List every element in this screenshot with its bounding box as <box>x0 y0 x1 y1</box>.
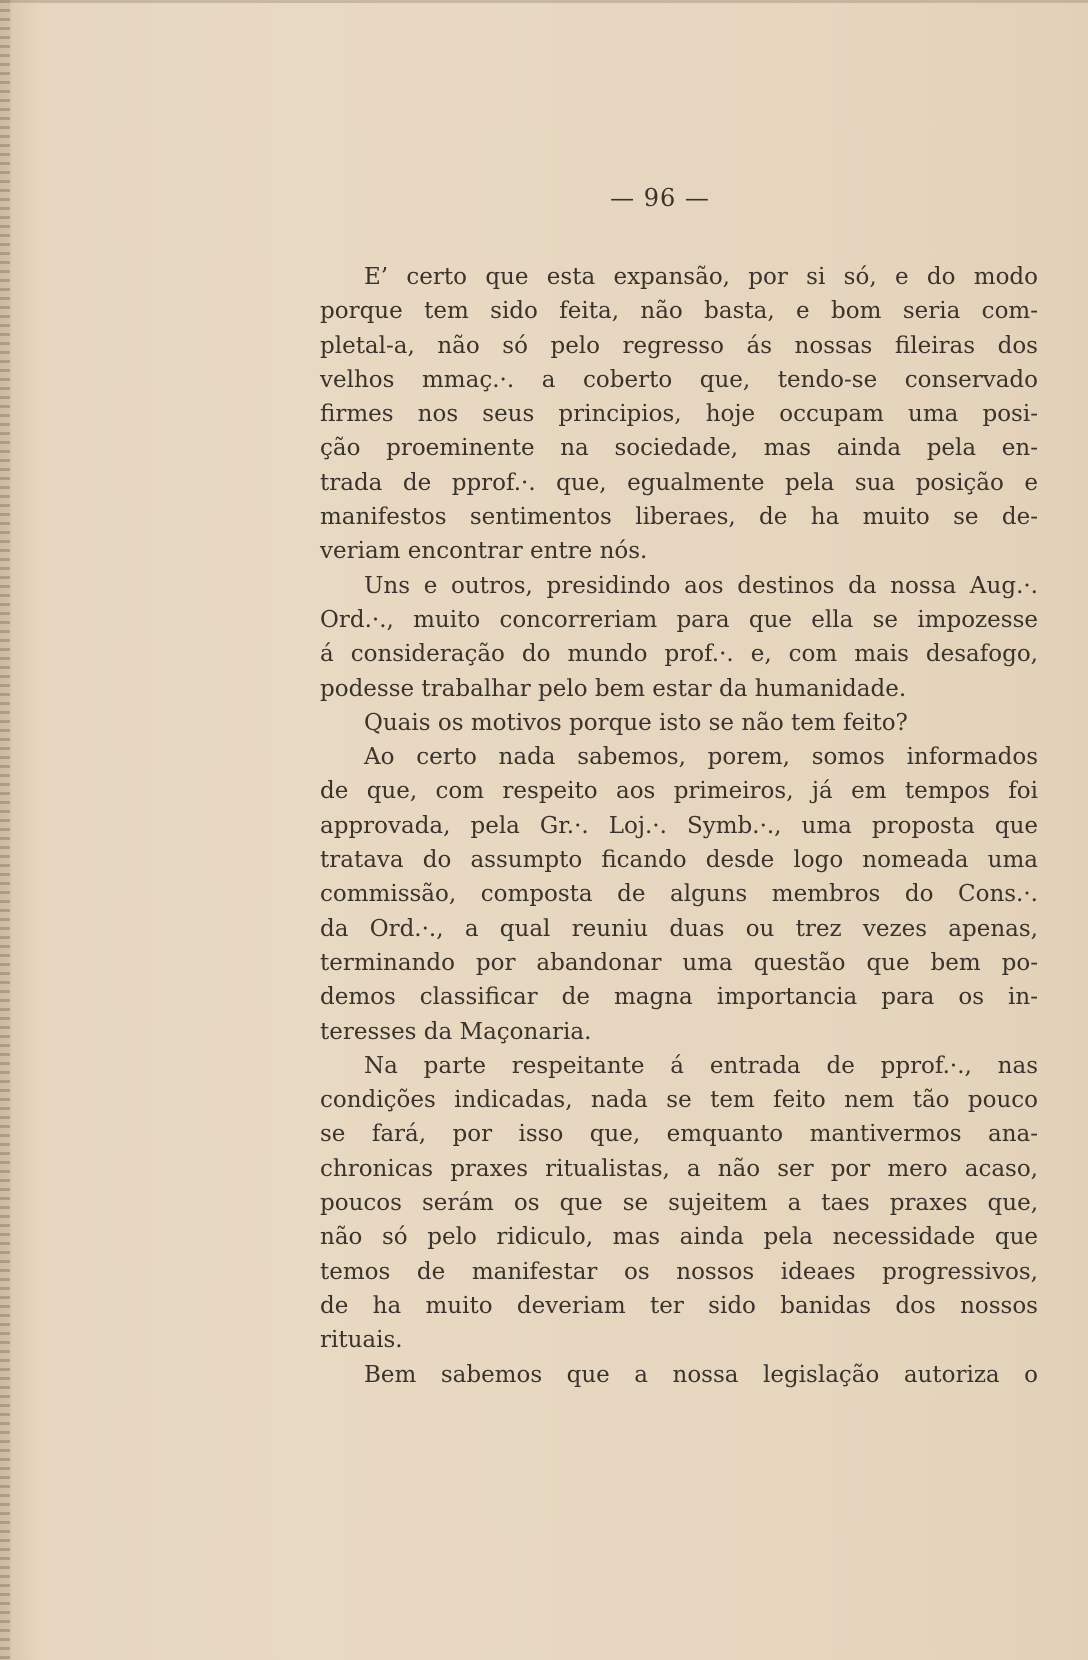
body-text <box>320 260 1038 1392</box>
page-top-edge <box>0 0 1088 3</box>
text-line: demos classificar de magna importancia para os in- <box>320 984 1038 1011</box>
text-line: E’ certo que esta expansão, por si só, e do modo <box>364 264 1038 290</box>
text-line: Ord.·., muito concorreriam para que ella se impozesse <box>320 606 1038 633</box>
text-line: firmes nos seus principios, hoje occupam uma posi- <box>320 401 1038 428</box>
text-line: Ao certo nada sabemos, porem, somos informados <box>364 744 1038 771</box>
text-line: tratava do assumpto ficando desde logo nomeada uma <box>320 847 1038 874</box>
text-line: condições indicadas, nada se tem feito nem tão pouco <box>320 1087 1038 1114</box>
text-line: teresses da Maçonaria. <box>320 1018 592 1045</box>
text-line: á consideração do mundo prof.·. e, com mais desafogo, <box>320 641 1038 668</box>
text-line: temos de manifestar os nossos ideaes progressivos, <box>320 1258 1038 1285</box>
text-line: Quais os motivos porque isto se não tem feito? <box>364 709 908 736</box>
text-line: Na parte respeitante á entrada de pprof.·., nas <box>364 1052 1038 1079</box>
text-line: manifestos sentimentos liberaes, de ha muito se de- <box>320 504 1038 531</box>
text-line: veriam encontrar entre nós. <box>320 538 648 565</box>
page-number: — 96 — <box>610 184 710 212</box>
text-line: Uns e outros, presidindo aos destinos da nossa Aug.·. <box>364 572 1038 599</box>
text-line: de que, com respeito aos primeiros, já em tempos foi <box>320 778 1038 805</box>
text-line: porque tem sido feita, não basta, e bom seria com- <box>320 298 1038 325</box>
text-line: não só pelo ridiculo, mas ainda pela necessidade que <box>320 1224 1038 1251</box>
text-line: trada de pprof.·. que, egualmente pela sua posição e <box>320 469 1038 496</box>
text-line: terminando por abandonar uma questão que bem po- <box>320 949 1038 976</box>
text-line: poucos serám os que se sujeitem a taes praxes que, <box>320 1190 1038 1217</box>
text-line: podesse trabalhar pelo bem estar da humanidade. <box>320 675 907 702</box>
text-line: rituais. <box>320 1327 403 1354</box>
text-line: da Ord.·., a qual reuniu duas ou trez vezes apenas, <box>320 915 1038 942</box>
text-line: ção proeminente na sociedade, mas ainda pela en- <box>320 435 1038 462</box>
text-line: Bem sabemos que a nossa legislação autoriza o <box>364 1361 1038 1388</box>
text-line: approvada, pela Gr.·. Loj.·. Symb.·., uma proposta que <box>320 812 1038 839</box>
text-line: se fará, por isso que, emquanto mantivermos ana- <box>320 1121 1038 1148</box>
text-line: commissão, composta de alguns membros do Cons.·. <box>320 881 1038 908</box>
text-line: velhos mmaç.·. a coberto que, tendo-se conservado <box>320 366 1038 393</box>
text-line: chronicas praxes ritualistas, a não ser por mero acaso, <box>320 1155 1038 1182</box>
text-line: de ha muito deveriam ter sido banidas dos nossos <box>320 1292 1038 1319</box>
text-line: pletal-a, não só pelo regresso ás nossas fileiras dos <box>320 332 1038 359</box>
page-binding-edge <box>0 0 10 1660</box>
